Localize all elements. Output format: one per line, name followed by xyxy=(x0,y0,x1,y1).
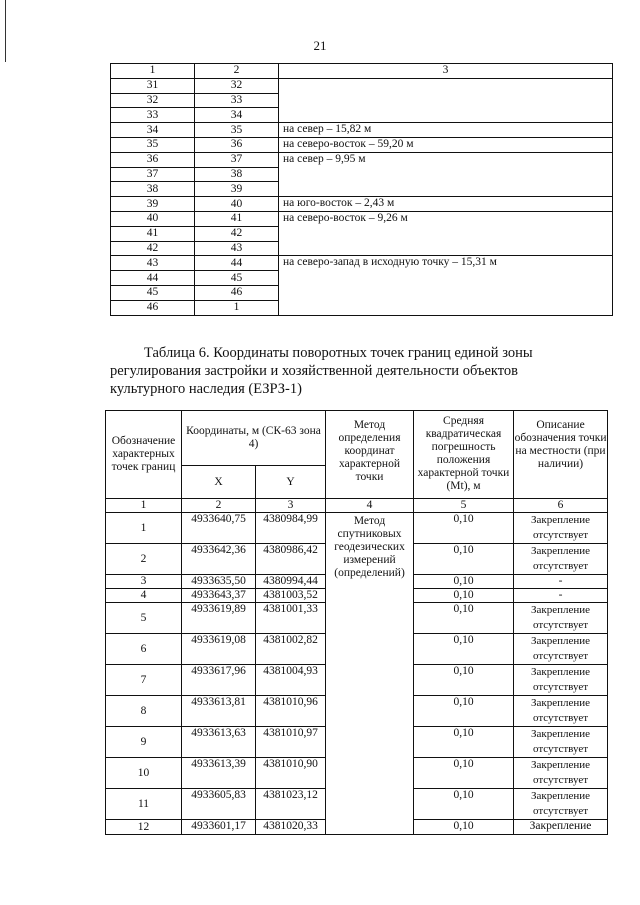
point-description: Закрепление отсутствует xyxy=(514,696,608,727)
x-coordinate: 4933613,81 xyxy=(182,696,256,727)
table-row xyxy=(111,137,613,152)
point-description: Закрепление отсутствует xyxy=(514,544,608,575)
col-number: 2 xyxy=(182,499,256,513)
error-value: 0,10 xyxy=(414,696,514,727)
table-row xyxy=(111,256,613,271)
error-value: 0,10 xyxy=(414,603,514,634)
boundary-segments-table xyxy=(110,63,613,316)
table-header-row xyxy=(111,64,613,79)
error-value: 0,10 xyxy=(414,575,514,589)
to-point: 39 xyxy=(195,182,279,197)
y-coordinate: 4381003,52 xyxy=(256,589,326,603)
error-value: 0,10 xyxy=(414,634,514,665)
direction-cell: на северо-восток – 9,26 м xyxy=(279,211,613,255)
from-point: 43 xyxy=(111,256,195,271)
error-value: 0,10 xyxy=(414,544,514,575)
col-header-1: 1 xyxy=(111,64,195,79)
col-number: 5 xyxy=(414,499,514,513)
from-point: 44 xyxy=(111,271,195,286)
from-point: 35 xyxy=(111,137,195,152)
table-row xyxy=(111,78,613,93)
header-x: X xyxy=(182,466,256,499)
point-id: 5 xyxy=(106,603,182,634)
y-coordinate: 4380986,42 xyxy=(256,544,326,575)
point-id: 1 xyxy=(106,513,182,544)
y-coordinate: 4381004,93 xyxy=(256,665,326,696)
to-point: 38 xyxy=(195,167,279,182)
y-coordinate: 4381010,96 xyxy=(256,696,326,727)
col-number: 3 xyxy=(256,499,326,513)
x-coordinate: 4933613,39 xyxy=(182,758,256,789)
point-id: 7 xyxy=(106,665,182,696)
to-point: 41 xyxy=(195,211,279,226)
point-description: Закрепление отсутствует xyxy=(514,789,608,820)
y-coordinate: 4381002,82 xyxy=(256,634,326,665)
x-coordinate: 4933613,63 xyxy=(182,727,256,758)
from-point: 46 xyxy=(111,300,195,315)
error-value: 0,10 xyxy=(414,513,514,544)
col-number: 4 xyxy=(326,499,414,513)
from-point: 37 xyxy=(111,167,195,182)
point-id: 12 xyxy=(106,820,182,835)
point-id: 9 xyxy=(106,727,182,758)
direction-cell: на север – 15,82 м xyxy=(279,123,613,138)
point-id: 4 xyxy=(106,589,182,603)
caption-line-2: регулирования застройки и хозяйственной деятельности объектов xyxy=(110,363,518,379)
point-description: - xyxy=(514,575,608,589)
x-coordinate: 4933619,89 xyxy=(182,603,256,634)
caption-line-1: Таблица 6. Координаты поворотных точек границ единой зоны xyxy=(144,345,533,361)
point-description: Закрепление отсутствует xyxy=(514,634,608,665)
from-point: 32 xyxy=(111,93,195,108)
from-point: 33 xyxy=(111,108,195,123)
from-point: 39 xyxy=(111,197,195,212)
direction-cell: на север – 9,95 м xyxy=(279,152,613,196)
point-id: 2 xyxy=(106,544,182,575)
point-description: Закрепление отсутствует xyxy=(514,513,608,544)
point-id: 11 xyxy=(106,789,182,820)
to-point: 44 xyxy=(195,256,279,271)
error-value: 0,10 xyxy=(414,665,514,696)
x-coordinate: 4933635,50 xyxy=(182,575,256,589)
header-point-designation: Обозначение характерных точек границ xyxy=(106,411,182,499)
y-coordinate: 4381010,97 xyxy=(256,727,326,758)
x-coordinate: 4933617,96 xyxy=(182,665,256,696)
x-coordinate: 4933643,37 xyxy=(182,589,256,603)
point-description: Закрепление отсутствует xyxy=(514,665,608,696)
table-row xyxy=(106,513,608,544)
table-header-row xyxy=(106,411,608,466)
table-caption xyxy=(110,344,612,398)
point-id: 10 xyxy=(106,758,182,789)
table-row xyxy=(111,197,613,212)
to-point: 32 xyxy=(195,78,279,93)
point-description: Закрепление отсутствует xyxy=(514,758,608,789)
column-number-row xyxy=(106,499,608,513)
point-id: 6 xyxy=(106,634,182,665)
table-row xyxy=(111,211,613,226)
direction-cell xyxy=(279,78,613,122)
y-coordinate: 4381023,12 xyxy=(256,789,326,820)
header-coordinates: Координаты, м (СК-63 зона 4) xyxy=(182,411,326,466)
to-point: 33 xyxy=(195,93,279,108)
x-coordinate: 4933601,17 xyxy=(182,820,256,835)
direction-cell: на северо-восток – 59,20 м xyxy=(279,137,613,152)
point-description: - xyxy=(514,589,608,603)
error-value: 0,10 xyxy=(414,789,514,820)
to-point: 36 xyxy=(195,137,279,152)
direction-cell: на северо-запад в исходную точку – 15,31 м xyxy=(279,256,613,315)
error-value: 0,10 xyxy=(414,589,514,603)
error-value: 0,10 xyxy=(414,820,514,835)
y-coordinate: 4381020,33 xyxy=(256,820,326,835)
point-id: 3 xyxy=(106,575,182,589)
from-point: 45 xyxy=(111,285,195,300)
header-method: Метод определения координат характерной точки xyxy=(326,411,414,499)
from-point: 40 xyxy=(111,211,195,226)
y-coordinate: 4380994,44 xyxy=(256,575,326,589)
from-point: 42 xyxy=(111,241,195,256)
x-coordinate: 4933640,75 xyxy=(182,513,256,544)
col-header-3: 3 xyxy=(279,64,613,79)
header-y: Y xyxy=(256,466,326,499)
from-point: 36 xyxy=(111,152,195,167)
header-error: Средняя квадратическая погрешность положения характерной точки (Mt), м xyxy=(414,411,514,499)
from-point: 31 xyxy=(111,78,195,93)
from-point: 34 xyxy=(111,123,195,138)
coordinates-table xyxy=(105,410,608,835)
caption-line-3: культурного наследия (ЕЗРЗ-1) xyxy=(110,381,302,397)
table-row xyxy=(111,123,613,138)
x-coordinate: 4933642,36 xyxy=(182,544,256,575)
y-coordinate: 4381001,33 xyxy=(256,603,326,634)
table-row xyxy=(111,152,613,167)
to-point: 46 xyxy=(195,285,279,300)
from-point: 38 xyxy=(111,182,195,197)
point-description: Закрепление отсутствует xyxy=(514,603,608,634)
point-description: Закрепление отсутствует xyxy=(514,727,608,758)
header-description: Описание обозначения точки на местности (при наличии) xyxy=(514,411,608,499)
direction-cell: на юго-восток – 2,43 м xyxy=(279,197,613,212)
col-number: 1 xyxy=(106,499,182,513)
to-point: 43 xyxy=(195,241,279,256)
col-number: 6 xyxy=(514,499,608,513)
to-point: 42 xyxy=(195,226,279,241)
x-coordinate: 4933619,08 xyxy=(182,634,256,665)
page-number: 21 xyxy=(313,38,327,53)
to-point: 35 xyxy=(195,123,279,138)
point-description: Закрепление xyxy=(514,820,608,835)
to-point: 37 xyxy=(195,152,279,167)
y-coordinate: 4381010,90 xyxy=(256,758,326,789)
to-point: 1 xyxy=(195,300,279,315)
point-id: 8 xyxy=(106,696,182,727)
error-value: 0,10 xyxy=(414,727,514,758)
y-coordinate: 4380984,99 xyxy=(256,513,326,544)
to-point: 40 xyxy=(195,197,279,212)
to-point: 34 xyxy=(195,108,279,123)
x-coordinate: 4933605,83 xyxy=(182,789,256,820)
error-value: 0,10 xyxy=(414,758,514,789)
to-point: 45 xyxy=(195,271,279,286)
method-cell: Метод спутниковых геодезических измерений (определений) xyxy=(326,513,414,835)
col-header-2: 2 xyxy=(195,64,279,79)
from-point: 41 xyxy=(111,226,195,241)
